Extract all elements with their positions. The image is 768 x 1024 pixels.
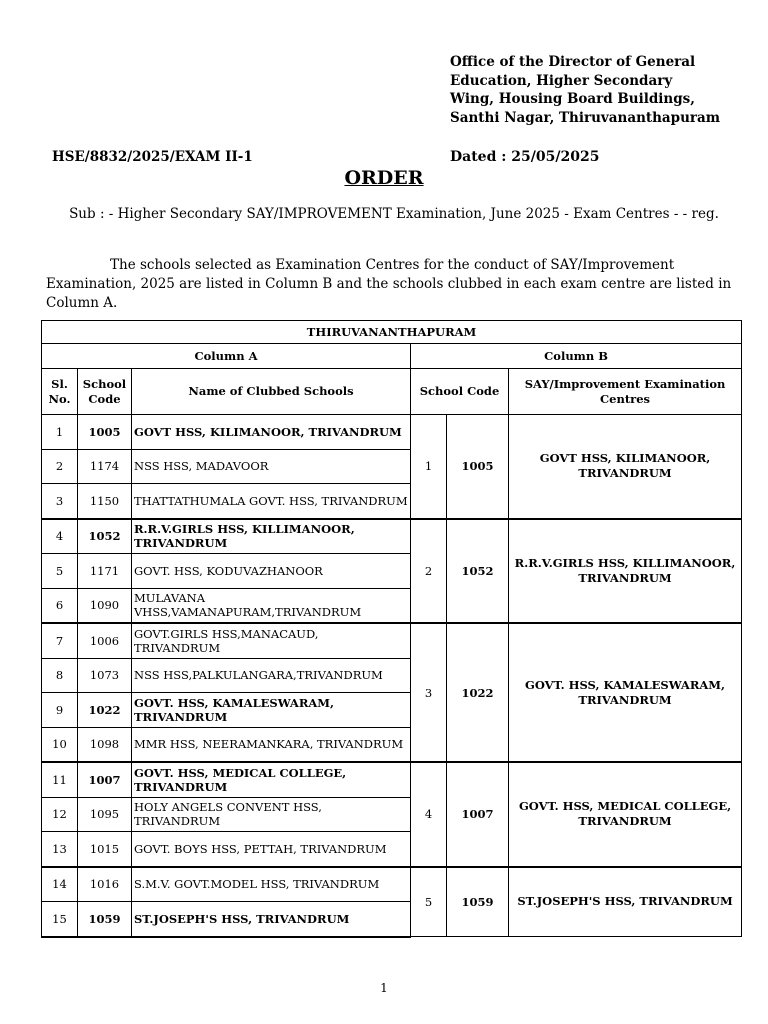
sl-number: 11 bbox=[42, 762, 78, 797]
exam-centre-table-wrap bbox=[41, 320, 741, 938]
order-paragraph-text: The schools selected as Examination Centres for the conduct of SAY/Improvement Examination, 2025 are listed in Column B and the schools clubbed in each exam centre are listed in Column A. bbox=[46, 257, 732, 311]
school-code: 1006 bbox=[78, 623, 132, 658]
sl-number: 10 bbox=[42, 727, 78, 762]
exam-centre-name: R.R.V.GIRLS HSS, KILLIMANOOR, TRIVANDRUM bbox=[509, 519, 742, 624]
clubbed-school-name: GOVT.GIRLS HSS,MANACAUD, TRIVANDRUM bbox=[132, 623, 411, 658]
clubbed-school-name: NSS HSS, MADAVOOR bbox=[132, 449, 411, 484]
header-exam-centres: SAY/Improvement Examination Centres bbox=[509, 369, 742, 415]
exam-centre-name: GOVT. HSS, KAMALESWARAM, TRIVANDRUM bbox=[509, 623, 742, 762]
sl-number: 8 bbox=[42, 658, 78, 693]
clubbed-school-name: GOVT. BOYS HSS, PETTAH, TRIVANDRUM bbox=[132, 832, 411, 867]
centre-school-code: 1005 bbox=[447, 415, 509, 519]
sl-number: 12 bbox=[42, 797, 78, 832]
table-row bbox=[42, 623, 742, 658]
district-row bbox=[42, 321, 742, 344]
centre-number: 1 bbox=[411, 415, 447, 519]
sl-number: 15 bbox=[42, 902, 78, 937]
school-code: 1095 bbox=[78, 797, 132, 832]
sl-number: 3 bbox=[42, 484, 78, 519]
sl-number: 4 bbox=[42, 519, 78, 554]
clubbed-school-name: THATTATHUMALA GOVT. HSS, TRIVANDRUM bbox=[132, 484, 411, 519]
clubbed-school-name: HOLY ANGELS CONVENT HSS, TRIVANDRUM bbox=[132, 797, 411, 832]
centre-school-code: 1052 bbox=[447, 519, 509, 624]
centre-number: 5 bbox=[411, 867, 447, 937]
school-code: 1007 bbox=[78, 762, 132, 797]
table-row bbox=[42, 867, 742, 902]
school-code: 1174 bbox=[78, 449, 132, 484]
table-header-row bbox=[42, 369, 742, 415]
header-school-code: School Code bbox=[78, 369, 132, 415]
clubbed-school-name: GOVT. HSS, KODUVAZHANOOR bbox=[132, 554, 411, 589]
sl-number: 13 bbox=[42, 832, 78, 867]
school-code: 1073 bbox=[78, 658, 132, 693]
order-paragraph bbox=[46, 256, 746, 313]
order-date: Dated : 25/05/2025 bbox=[450, 149, 600, 165]
centre-school-code: 1007 bbox=[447, 762, 509, 867]
table-row bbox=[42, 762, 742, 797]
centre-school-code: 1059 bbox=[447, 867, 509, 937]
clubbed-school-name: S.M.V. GOVT.MODEL HSS, TRIVANDRUM bbox=[132, 867, 411, 902]
school-code: 1098 bbox=[78, 727, 132, 762]
office-line: Education, Higher Secondary bbox=[450, 72, 673, 89]
clubbed-school-name: GOVT HSS, KILIMANOOR, TRIVANDRUM bbox=[132, 415, 411, 450]
centre-number: 2 bbox=[411, 519, 447, 624]
centre-number: 4 bbox=[411, 762, 447, 867]
exam-centre-table bbox=[41, 320, 742, 938]
sl-number: 5 bbox=[42, 554, 78, 589]
column-a-header: Column A bbox=[42, 344, 411, 369]
header-sl-no: Sl. No. bbox=[42, 369, 78, 415]
office-address bbox=[450, 53, 750, 127]
exam-centre-name: GOVT HSS, KILIMANOOR, TRIVANDRUM bbox=[509, 415, 742, 519]
office-line: Office of the Director of General bbox=[450, 54, 696, 70]
page-number: 1 bbox=[380, 981, 388, 995]
office-line: Santhi Nagar, Thiruvananthapuram bbox=[450, 109, 721, 126]
clubbed-school-name: ST.JOSEPH'S HSS, TRIVANDRUM bbox=[132, 902, 411, 937]
column-b-header: Column B bbox=[411, 344, 742, 369]
school-code: 1016 bbox=[78, 867, 132, 902]
school-code: 1022 bbox=[78, 693, 132, 728]
sl-number: 7 bbox=[42, 623, 78, 658]
sl-number: 9 bbox=[42, 693, 78, 728]
sl-number: 14 bbox=[42, 867, 78, 902]
school-code: 1015 bbox=[78, 832, 132, 867]
reference-number: HSE/8832/2025/EXAM II-1 bbox=[52, 149, 253, 165]
subject-line: Sub : - Higher Secondary SAY/IMPROVEMENT Examination, June 2025 - Exam Centres - - reg. bbox=[69, 206, 719, 222]
centre-number: 3 bbox=[411, 623, 447, 762]
school-code: 1150 bbox=[78, 484, 132, 519]
centre-school-code: 1022 bbox=[447, 623, 509, 762]
table-row bbox=[42, 415, 742, 450]
district-name: THIRUVANANTHAPURAM bbox=[42, 321, 742, 344]
exam-centre-name: GOVT. HSS, MEDICAL COLLEGE, TRIVANDRUM bbox=[509, 762, 742, 867]
clubbed-school-name: MMR HSS, NEERAMANKARA, TRIVANDRUM bbox=[132, 727, 411, 762]
clubbed-school-name: NSS HSS,PALKULANGARA,TRIVANDRUM bbox=[132, 658, 411, 693]
header-clubbed-schools: Name of Clubbed Schools bbox=[132, 369, 411, 415]
sl-number: 1 bbox=[42, 415, 78, 450]
clubbed-school-name: R.R.V.GIRLS HSS, KILLIMANOOR, TRIVANDRUM bbox=[132, 519, 411, 554]
sl-number: 6 bbox=[42, 588, 78, 623]
school-code: 1090 bbox=[78, 588, 132, 623]
school-code: 1171 bbox=[78, 554, 132, 589]
school-code: 1005 bbox=[78, 415, 132, 450]
clubbed-school-name: GOVT. HSS, MEDICAL COLLEGE, TRIVANDRUM bbox=[132, 762, 411, 797]
school-code: 1052 bbox=[78, 519, 132, 554]
clubbed-school-name: GOVT. HSS, KAMALESWARAM, TRIVANDRUM bbox=[132, 693, 411, 728]
office-line: Wing, Housing Board Buildings, bbox=[450, 91, 695, 107]
exam-centre-name: ST.JOSEPH'S HSS, TRIVANDRUM bbox=[509, 867, 742, 937]
table-row bbox=[42, 519, 742, 554]
header-centre-code: School Code bbox=[411, 369, 509, 415]
school-code: 1059 bbox=[78, 902, 132, 937]
sl-number: 2 bbox=[42, 449, 78, 484]
column-group-row bbox=[42, 344, 742, 369]
order-title: ORDER bbox=[344, 167, 424, 189]
clubbed-school-name: MULAVANA VHSS,VAMANAPURAM,TRIVANDRUM bbox=[132, 588, 411, 623]
